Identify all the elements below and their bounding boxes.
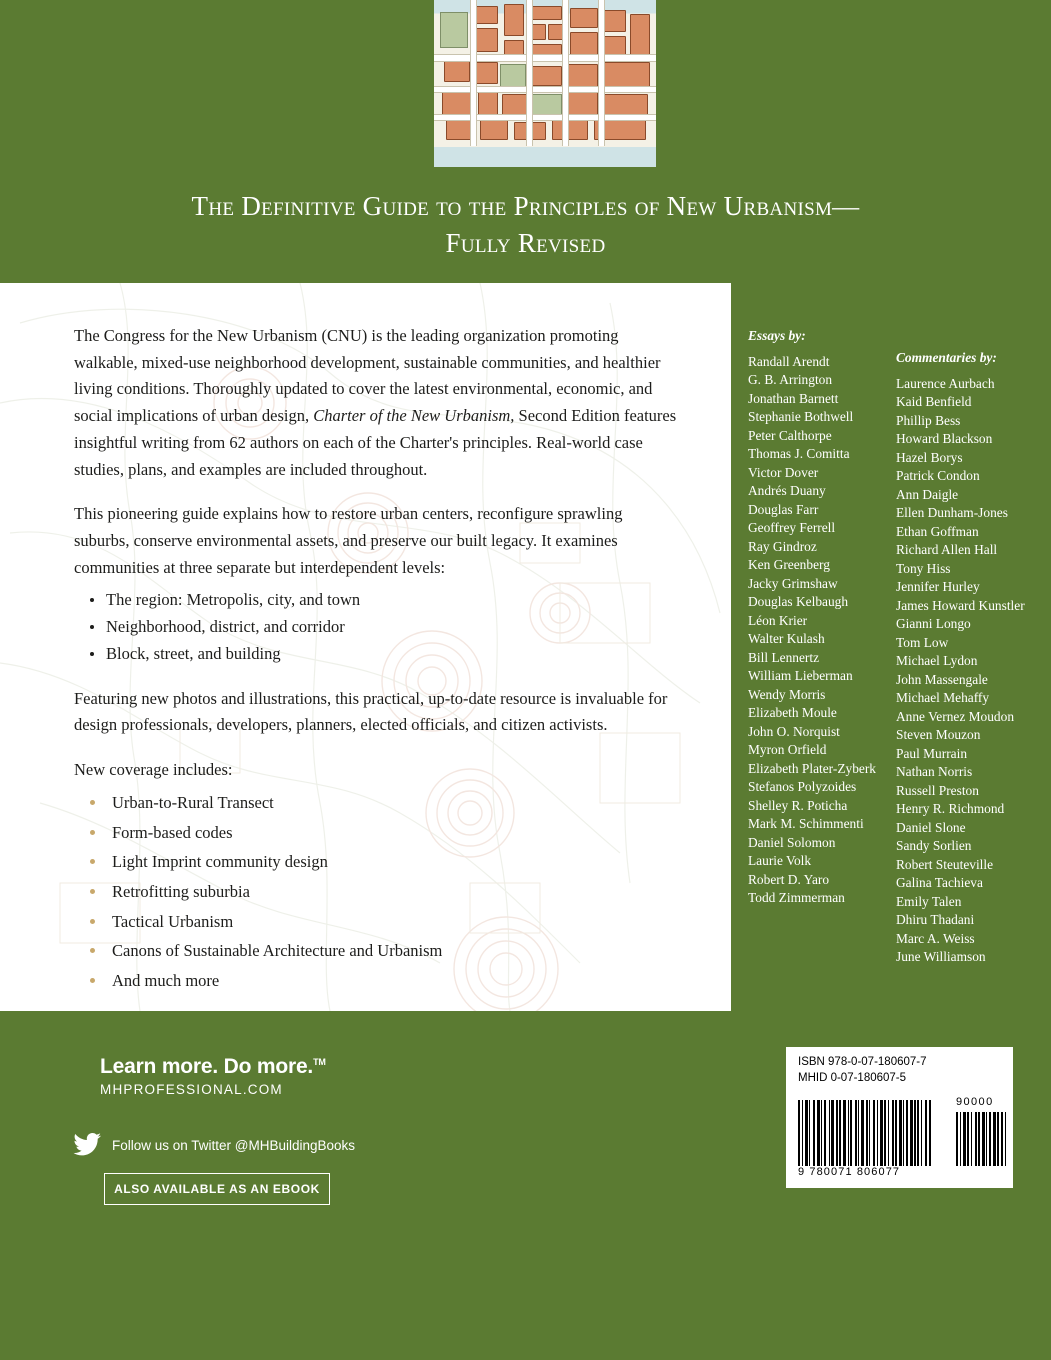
list-item: Douglas Farr [748, 501, 819, 517]
list-item: Stefanos Polyzoides [748, 779, 857, 794]
list-item: Geoffrey Ferrell [748, 520, 836, 535]
ean13-bars [798, 1100, 946, 1166]
paragraph-2: This pioneering guide explains how to restore urban centers, reconfigure sprawling suburbs, conserve environmental assets, and preserve our built legacy. It examines communities at three separate but interdependent levels: [74, 504, 623, 577]
publisher-branding [100, 1055, 326, 1097]
list-item: Robert Steuteville [896, 856, 994, 872]
list-item: Mark M. Schimmenti [748, 816, 864, 831]
illustration-park [532, 94, 562, 116]
twitter-icon[interactable] [70, 1131, 104, 1159]
list-item: Retrofitting suburbia [88, 879, 681, 906]
list-item: John O. Norquist [748, 723, 840, 739]
list-item: Hazel Borys [896, 449, 963, 465]
list-item: Todd Zimmerman [748, 890, 845, 905]
illustration-block [552, 120, 588, 140]
illustration-block [530, 6, 562, 20]
illustration-street [434, 54, 656, 62]
book-title-italic: Charter of the New Urbanism, [313, 406, 515, 426]
list-item: Marc A. Weiss [896, 930, 975, 946]
list-item: Daniel Slone [896, 819, 966, 835]
list-item: Michael Lydon [896, 653, 978, 668]
commentaries-column [896, 349, 1048, 967]
list-item: Jennifer Hurley [896, 579, 980, 594]
barcode [798, 1092, 1003, 1178]
illustration-block [502, 94, 528, 116]
list-item: Léon Krier [748, 612, 808, 628]
brand-tagline-text: Learn more. Do more. [100, 1055, 314, 1078]
list-item: Laurie Volk [748, 853, 812, 868]
list-item: Elizabeth Plater-Zyberk [748, 760, 877, 776]
list-item: Sandy Sorlien [896, 838, 972, 853]
cover-headline [0, 188, 1051, 261]
levels-list [74, 587, 681, 667]
isbn-13: ISBN 978-0-07-180607-7 [798, 1056, 927, 1068]
ebook-label: ALSO AVAILABLE AS AN EBOOK [114, 1182, 320, 1196]
paragraph-1 [74, 323, 681, 483]
cover-illustration [434, 0, 656, 167]
list-item: Ann Daigle [896, 486, 959, 502]
list-item: Thomas J. Comitta [748, 446, 850, 461]
isbn-barcode-block [786, 1047, 1013, 1188]
addon-digits: 90000 [956, 1096, 994, 1109]
list-item: John Massengale [896, 671, 988, 687]
list-item: Peter Calthorpe [748, 427, 832, 443]
paragraph-1-part-a: The Congress for the New Urbanism (CNU) is the leading organization promoting walkable, mixed-use neighborhood development, sustainable communities, and healthier living conditions. Thoroughly updated to cover the latest environmental, economic, and social implications of urban design, [74, 326, 661, 426]
illustration-block [444, 60, 470, 82]
list-item: Walter Kulash [748, 631, 825, 646]
list-item: Nathan Norris [896, 764, 973, 779]
essays-list [748, 353, 888, 908]
list-item: Patrick Condon [896, 468, 980, 483]
illustration-street [562, 0, 569, 146]
list-item: Stephanie Bothwell [748, 409, 854, 424]
list-item: Neighborhood, district, and corridor [88, 614, 681, 641]
twitter-follow-row[interactable] [70, 1131, 355, 1159]
list-item: Light Imprint community design [88, 849, 681, 876]
list-item: Ellen Dunham-Jones [896, 505, 1008, 520]
illustration-block [504, 4, 524, 36]
new-coverage-heading: New coverage includes: [74, 760, 233, 780]
brand-tagline [100, 1055, 326, 1079]
list-item: Russell Preston [896, 782, 979, 798]
list-item: Canons of Sustainable Architecture and Urbanism [88, 938, 681, 965]
description-panel [0, 283, 731, 1011]
commentaries-heading: Commentaries by: [896, 350, 997, 365]
illustration-block [604, 10, 626, 32]
essays-heading: Essays by: [748, 328, 806, 343]
list-item: Phillip Bess [896, 412, 961, 428]
list-item: William Lieberman [748, 668, 853, 683]
list-item: June Williamson [896, 949, 986, 964]
list-item: Jacky Grimshaw [748, 575, 838, 591]
commentaries-list [896, 375, 1048, 967]
list-item: Urban-to-Rural Transect [88, 790, 681, 817]
list-item: Form-based codes [88, 820, 681, 847]
illustration-block [442, 92, 472, 116]
list-item: Galina Tachieva [896, 875, 983, 890]
list-item: Daniel Solomon [748, 834, 836, 850]
illustration-block [602, 94, 648, 116]
illustration-block [568, 64, 598, 88]
list-item: Richard Allen Hall [896, 542, 998, 557]
headline-line-1: The Definitive Guide to the Principles of New Urbanism— [191, 191, 860, 221]
twitter-follow-text: Follow us on Twitter @MHBuildingBooks [112, 1137, 356, 1153]
list-item: Randall Arendt [748, 353, 830, 369]
trademark-mark: TM [313, 1057, 326, 1067]
illustration-street [434, 86, 656, 93]
list-item: Paul Murrain [896, 745, 968, 761]
list-item: Robert D. Yaro [748, 871, 830, 887]
list-item: Block, street, and building [88, 641, 681, 668]
list-item: Kaid Benfield [896, 394, 972, 409]
list-item: Elizabeth Moule [748, 705, 837, 720]
paragraph-3: Featuring new photos and illustrations, this practical, up-to-date resource is invaluable for design professionals, developers, planners, elected officials, and citizen activists. [74, 688, 668, 735]
list-item: Ethan Goffman [896, 523, 979, 539]
list-item: The region: Metropolis, city, and town [88, 587, 681, 614]
essays-column [748, 327, 888, 908]
illustration-street [526, 0, 533, 146]
list-item: Andrés Duany [748, 483, 826, 498]
illustration-block [530, 66, 562, 86]
list-item: Tom Low [896, 634, 949, 650]
list-item: Shelley R. Poticha [748, 797, 848, 813]
illustration-block [604, 62, 650, 88]
paragraph-1-part-b: Second Edition features insightful writing from 62 authors on each of the Charter's principles. Real-world case studies, plans, and examples are included throughout. [74, 406, 677, 479]
list-item: Emily Talen [896, 893, 962, 909]
list-item: G. B. Arrington [748, 372, 833, 387]
illustration-block [476, 62, 498, 84]
illustration-street [470, 0, 477, 146]
description-text [0, 283, 731, 995]
illustration-block [570, 8, 598, 28]
list-item: Douglas Kelbaugh [748, 594, 849, 609]
mhid: MHID 0-07-180607-5 [798, 1071, 907, 1084]
list-item: Tony Hiss [896, 560, 951, 576]
list-item: Ray Gindroz [748, 538, 817, 554]
list-item: Anne Vernez Moudon [896, 708, 1015, 724]
illustration-block [566, 92, 598, 116]
illustration-street [598, 0, 605, 146]
list-item: Jonathan Barnett [748, 390, 839, 406]
list-item: Dhiru Thadani [896, 912, 975, 927]
list-item: Laurence Aurbach [896, 375, 995, 391]
illustration-block [480, 120, 508, 140]
list-item: Michael Mehaffy [896, 690, 990, 705]
headline-line-2: Fully Revised [445, 227, 606, 258]
list-item: Victor Dover [748, 464, 819, 480]
list-item: James Howard Kunstler [896, 597, 1025, 613]
ebook-availability-badge [104, 1173, 330, 1205]
brand-website: MHPROFESSIONAL.COM [100, 1082, 283, 1097]
new-coverage-list [74, 790, 681, 995]
list-item: Henry R. Richmond [896, 801, 1005, 816]
illustration-block [630, 14, 650, 56]
illustration-block [478, 92, 498, 116]
illustration-park [500, 64, 526, 88]
list-item: Bill Lennertz [748, 649, 820, 665]
illustration-block [474, 6, 498, 24]
list-item: Gianni Longo [896, 616, 971, 631]
list-item: Steven Mouzon [896, 727, 981, 742]
list-item: Wendy Morris [748, 686, 826, 702]
ean-digits: 9 780071 806077 [798, 1166, 901, 1179]
illustration-park [440, 12, 468, 48]
list-item: Myron Orfield [748, 742, 827, 757]
list-item: Tactical Urbanism [88, 909, 681, 936]
addon-bars [956, 1112, 1012, 1166]
list-item: And much more [88, 968, 681, 995]
list-item: Howard Blackson [896, 431, 993, 446]
illustration-street [434, 114, 656, 121]
illustration-block [474, 28, 498, 52]
list-item: Ken Greenberg [748, 557, 830, 572]
